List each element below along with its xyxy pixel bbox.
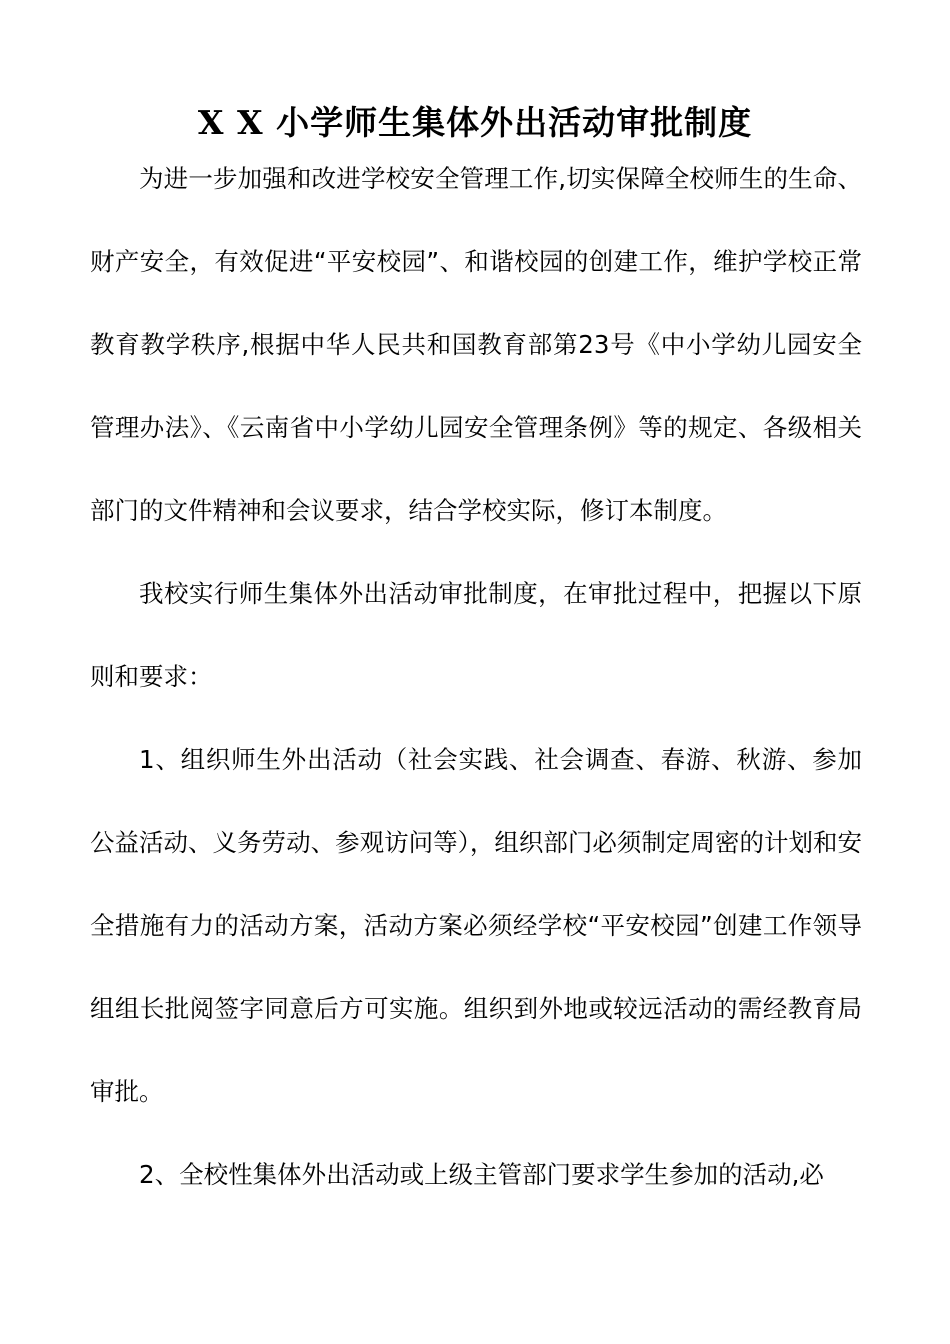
- document-body: [90, 137, 862, 1216]
- paragraph-item-1: 1、组织师生外出活动（社会实践、社会调查、春游、秋游、参加公益活动、义务劳动、参观访问等），组织部门必须制定周密的计划和安全措施有力的活动方案，活动方案必须经学校“平安校园”创建工作领导组组长批阅签字同意后方可实施。组织到外地或较远活动的需经教育局审批。: [90, 745, 862, 1106]
- document-title: X X 小学师生集体外出活动审批制度: [197, 103, 753, 142]
- paragraph-intro: 为进一步加强和改进学校安全管理工作,切实保障全校师生的生命、财产安全，有效促进“平安校园”、和谐校园的创建工作，维护学校正常教育教学秩序,根据中华人民共和国教育部第23号《中小学幼儿园安全管理办法》、《云南省中小学幼儿园安全管理条例》等的规定、各级相关部门的文件精神和会议要求，结合学校实际，修订本制度。: [90, 164, 862, 525]
- paragraph-principles: 我校实行师生集体外出活动审批制度，在审批过程中，把握以下原则和要求：: [90, 579, 862, 691]
- paragraph-item-2: 2、全校性集体外出活动或上级主管部门要求学生参加的活动,必: [139, 1160, 824, 1189]
